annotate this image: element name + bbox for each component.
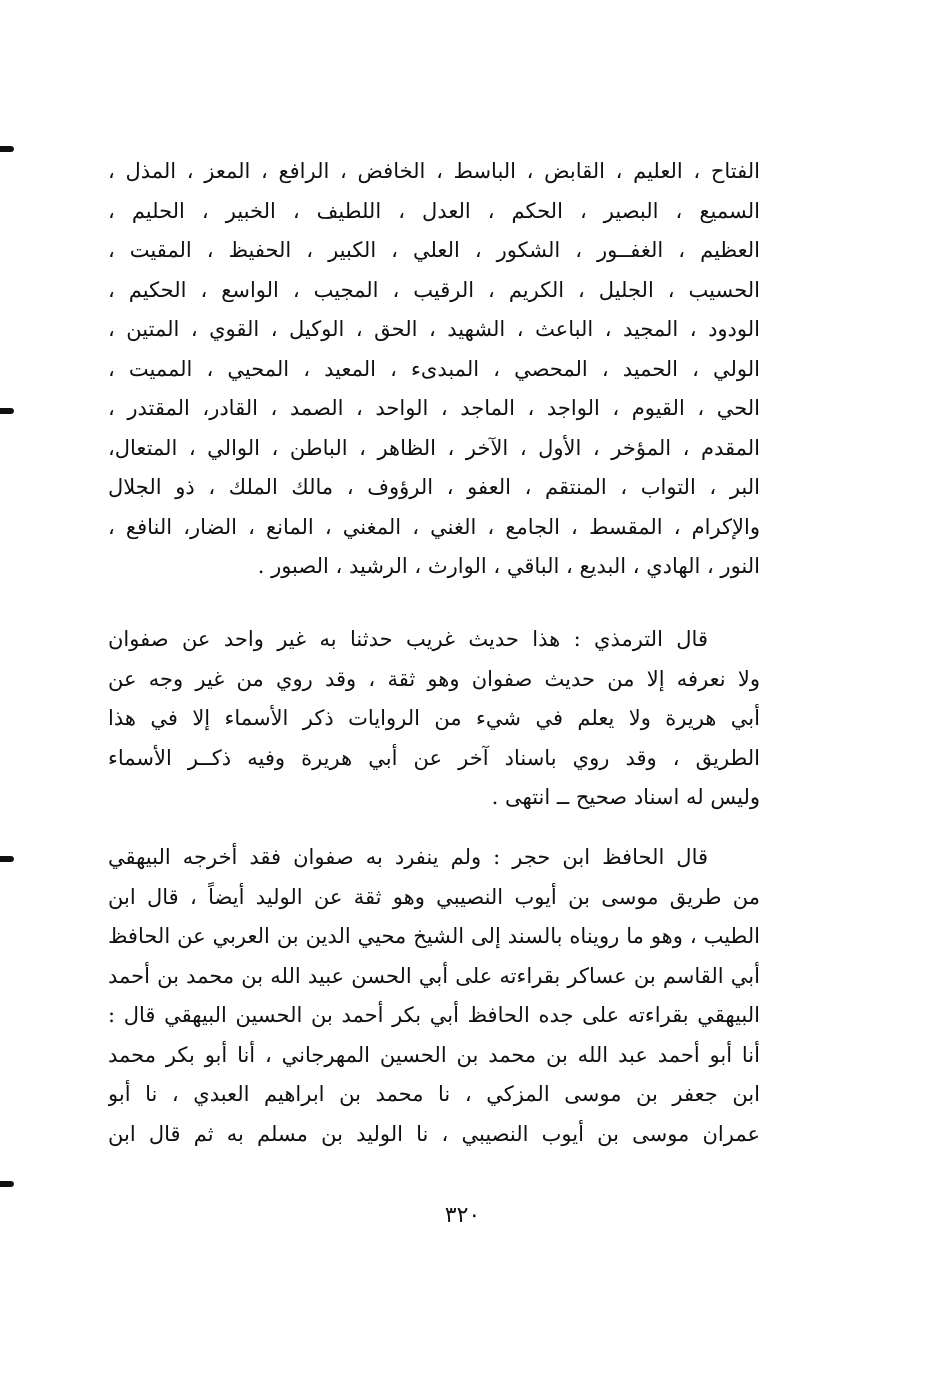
text-line: ابن جعفر بن موسى المزكي ، نا محمد بن ابراهيم العبدي ، نا أبو xyxy=(108,1082,760,1106)
text-line: العظيم ، الغفــور ، الشكور ، العلي ، الكبير ، الحفيظ ، المقيت ، xyxy=(108,238,760,262)
text-line: والإكرام ، المقسط ، الجامع ، الغني ، المغني ، المانع ، الضار، النافع ، xyxy=(108,514,760,539)
text-line: أبي القاسم بن عساكر بقراءته على أبي الحسن عبيد الله بن محمد بن أحمد xyxy=(108,963,760,988)
text-line: قال الترمذي : هذا حديث غريب حدثنا به غير واحد عن صفوان xyxy=(108,627,708,651)
text-line: من طريق موسى بن أيوب النصيبي وهو ثقة عن الوليد أيضاً ، قال ابن xyxy=(108,884,760,909)
text-line: البيهقي بقراءته على جده الحافظ أبي بكر أحمد بن الحسين البيهقي قال : xyxy=(108,1003,760,1027)
text-line: أبي هريرة ولا يعلم في شيء من الروايات ذكر الأسماء إلا في هذا xyxy=(108,706,760,730)
paragraph-tirmidhi xyxy=(108,620,760,818)
text-line: عمران موسى بن أيوب النصيبي ، نا الوليد بن مسلم به ثم قال ابن xyxy=(108,1121,760,1146)
text-line: الحسيب ، الجليل ، الكريم ، الرقيب ، المجيب ، الواسع ، الحكيم ، xyxy=(108,277,760,302)
text-line: ولا نعرفه إلا من حديث صفوان وهو ثقة ، وقد روي من غير وجه عن xyxy=(108,666,760,691)
paragraph-ibn-hajar xyxy=(108,838,760,1154)
text-line: النور ، الهادي ، البديع ، الباقي ، الوارث ، الرشيد ، الصبور . xyxy=(257,554,760,578)
text-line: الحي ، القيوم ، الواجد ، الماجد ، الواحد ، الصمد ، القادر، المقتدر ، xyxy=(108,396,760,420)
text-line: السميع ، البصير ، الحكم ، العدل ، اللطيف ، الخبير ، الحليم ، xyxy=(108,198,760,223)
binding-mark xyxy=(0,856,14,862)
text-line: أنا أبو أحمد عبد الله بن محمد بن الحسين المهرجاني ، أنا أبو بكر محمد xyxy=(108,1042,760,1067)
text-line: الولي ، الحميد ، المحصي ، المبدىء ، المعيد ، المحيي ، المميت ، xyxy=(108,356,760,381)
text-line: المقدم ، المؤخر ، الأول ، الآخر ، الظاهر ، الباطن ، الوالي ، المتعال، xyxy=(108,435,760,460)
text-line: الطيب ، وهو ما رويناه بالسند إلى الشيخ محيي الدين بن العربي عن الحافظ xyxy=(108,924,760,948)
text-line: البر ، التواب ، المنتقم ، العفو ، الرؤوف ، مالك الملك ، ذو الجلال xyxy=(108,475,760,499)
page-number: ٣٢٠ xyxy=(444,1203,481,1228)
text-line: الودود ، المجيد ، الباعث ، الشهيد ، الحق ، الوكيل ، القوي ، المتين ، xyxy=(108,317,760,341)
binding-mark xyxy=(0,146,14,152)
text-line: وليس له اسناد صحيح ــ انتهى . xyxy=(491,785,760,809)
binding-mark xyxy=(0,1181,14,1187)
text-line: قال الحافظ ابن حجر : ولم ينفرد به صفوان فقد أخرجه البيهقي xyxy=(108,845,708,869)
text-line: الفتاح ، العليم ، القابض ، الباسط ، الخافض ، الرافع ، المعز ، المذل ، xyxy=(108,159,760,183)
paragraph-names-list xyxy=(108,152,760,587)
text-line: الطريق ، وقد روي باسناد آخر عن أبي هريرة وفيه ذكــر الأسماء xyxy=(108,745,760,770)
binding-mark xyxy=(0,408,14,414)
